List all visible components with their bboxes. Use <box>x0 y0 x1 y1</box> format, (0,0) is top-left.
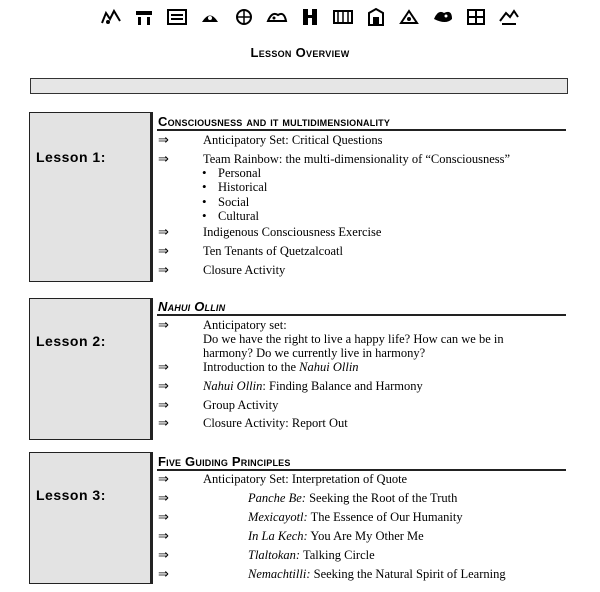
aztec-glyph-9 <box>365 7 387 27</box>
lesson-3-title: Five Guiding Principles <box>158 454 291 469</box>
aztec-glyph-2 <box>133 7 155 27</box>
aztec-glyph-8 <box>332 7 354 27</box>
lesson-3-rule <box>157 469 566 471</box>
aztec-glyph-strip <box>100 6 520 28</box>
aztec-glyph-10 <box>398 7 420 27</box>
arrow-icon: ⇒ <box>158 262 169 277</box>
arrow-icon: ⇒ <box>158 415 169 430</box>
aztec-glyph-3 <box>166 7 188 27</box>
aztec-glyph-1 <box>100 7 122 27</box>
aztec-glyph-13 <box>498 7 520 27</box>
lesson-2-title: Nahui Ollin <box>158 299 226 314</box>
aztec-glyph-11 <box>432 7 454 27</box>
aztec-glyph-12 <box>465 7 487 27</box>
arrow-icon: ⇒ <box>158 397 169 412</box>
lesson-2-box <box>29 298 153 440</box>
lesson-2-label: Lesson 2: <box>36 333 106 349</box>
lesson-1-rule <box>157 129 566 131</box>
lesson-1-box <box>29 112 153 282</box>
bullet-item: • Personal <box>218 166 261 181</box>
arrow-icon: ⇒ <box>158 151 169 166</box>
arrow-icon: ⇒ <box>158 359 169 374</box>
arrow-icon: ⇒ <box>158 317 169 332</box>
aztec-glyph-6 <box>266 7 288 27</box>
bullet-item: • Social <box>218 195 249 210</box>
arrow-icon: ⇒ <box>158 243 169 258</box>
arrow-icon: ⇒ <box>158 132 169 147</box>
arrow-icon: ⇒ <box>158 490 169 505</box>
lesson-2-rule <box>157 314 566 316</box>
arrow-icon: ⇒ <box>158 471 169 486</box>
bullet-item: • Cultural <box>218 209 259 224</box>
arrow-icon: ⇒ <box>158 224 169 239</box>
lesson-1-label: Lesson 1: <box>36 149 106 165</box>
arrow-icon: ⇒ <box>158 528 169 543</box>
aztec-glyph-5 <box>233 7 255 27</box>
lesson-1-title: Consciousness and it multidimensionality <box>158 114 391 129</box>
aztec-glyph-7 <box>299 7 321 27</box>
arrow-icon: ⇒ <box>158 378 169 393</box>
arrow-icon: ⇒ <box>158 509 169 524</box>
arrow-icon: ⇒ <box>158 566 169 581</box>
lesson-3-label: Lesson 3: <box>36 487 106 503</box>
header-bar <box>30 78 568 94</box>
aztec-glyph-4 <box>199 7 221 27</box>
lesson-3-box <box>29 452 153 584</box>
bullet-item: • Historical <box>218 180 267 195</box>
arrow-icon: ⇒ <box>158 547 169 562</box>
page-title: Lesson Overview <box>250 45 350 60</box>
